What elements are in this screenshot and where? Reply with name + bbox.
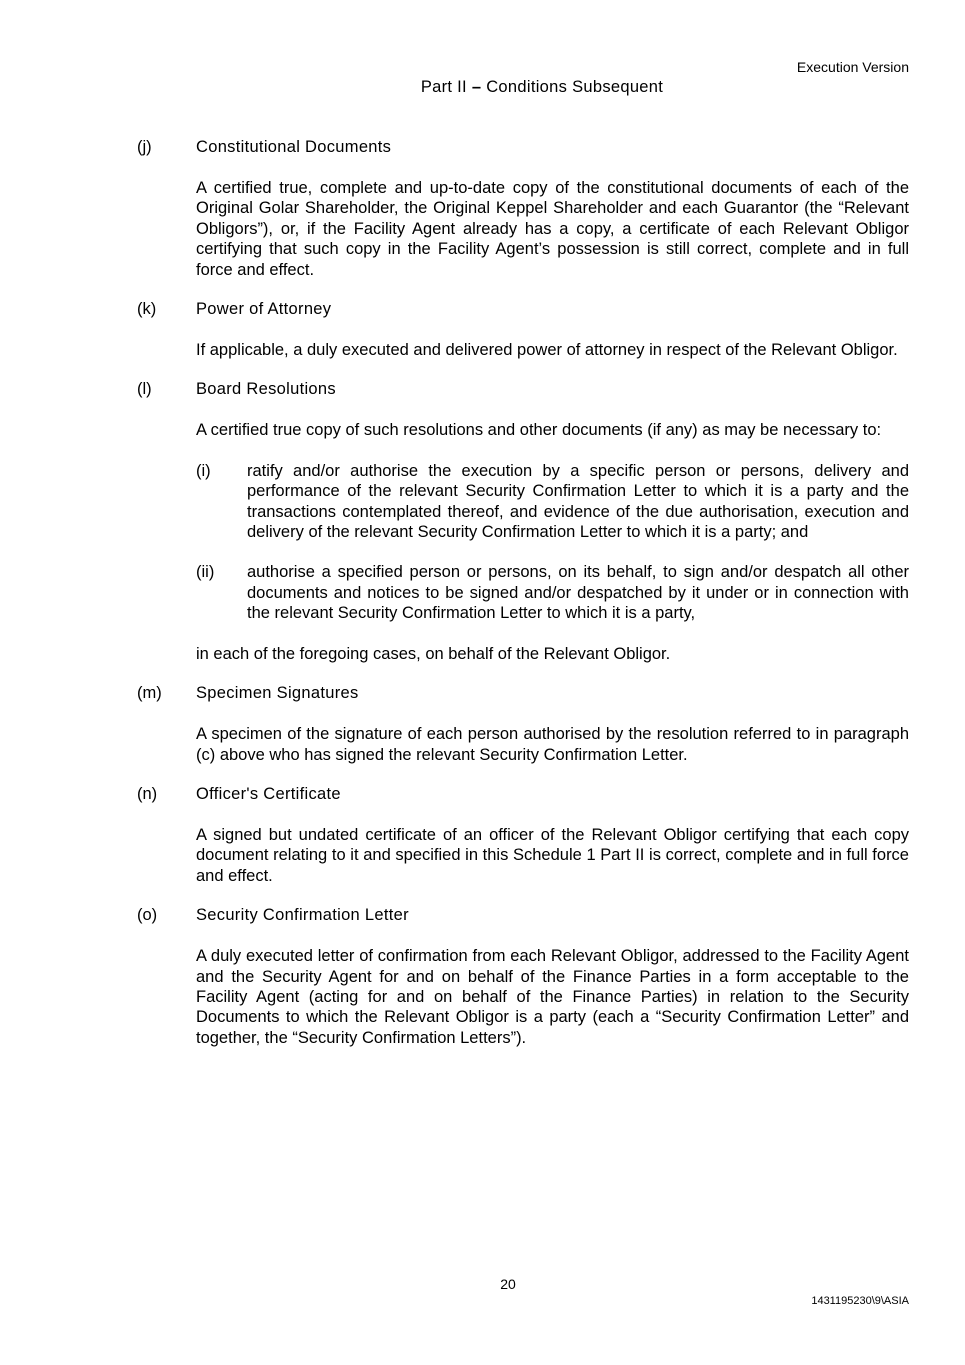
section-paragraph: A specimen of the signature of each person authorised by the resolution referred to in paragraph (c) above who has signed the relevant Security Confirmation Letter.: [196, 725, 909, 764]
section-paragraph: A certified true copy of such resolutions and other documents (if any) as may be necessary to:: [196, 421, 882, 440]
section-heading: Specimen Signatures: [196, 684, 359, 703]
section-label: (l): [137, 380, 152, 399]
execution-version-label: Execution Version: [796, 59, 909, 75]
section-n: [137, 785, 909, 886]
list-item-label: (i): [196, 461, 211, 480]
section-paragraph: If applicable, a duly executed and delivered power of attorney in respect of the Relevant Obligor.: [196, 341, 898, 360]
page-number: 20: [500, 1276, 516, 1292]
section-o: [137, 906, 909, 1048]
section-heading: Officer's Certificate: [196, 784, 341, 803]
section-paragraph: A certified true, complete and up-to-date copy of the constitutional documents of each of the Original Golar Shareholder, the Original Keppel Shareholder and each Guarantor (the “Relevant Obligors”), or, if the Facility Agent already has a copy, a certificate of each Relevant Obligor certifying that such copy in the Facility Agent’s possession is still correct, complete and in full force and effect.: [196, 179, 909, 279]
section-j: [137, 138, 909, 280]
section-label: (o): [137, 906, 158, 925]
section-paragraph: A duly executed letter of confirmation from each Relevant Obligor, addressed to the Facility Agent and the Security Agent for and on behalf of the Finance Parties in a form acceptable to the Facility Agent (acting for and on behalf of the Finance Parties) in relation to the Security Documents to which the Relevant Obligor is a party (each a “Security Confirmation Letter” and together, the “Security Confirmation Letters”).: [196, 947, 909, 1047]
section-m: [137, 684, 909, 765]
section-heading: Power of Attorney: [196, 300, 332, 319]
section-label: (j): [137, 138, 152, 156]
list-item-label: (ii): [196, 563, 215, 582]
section-label: (k): [137, 300, 157, 319]
part-title-dash: –: [471, 78, 482, 96]
section-paragraph: A signed but undated certificate of an officer of the Relevant Obligor certifying that each copy document relating to it and specified in this Schedule 1 Part II is correct, complete and in full force and effect.: [196, 825, 909, 885]
section-heading: Constitutional Documents: [196, 138, 392, 156]
section-label: (m): [137, 684, 162, 703]
part-title-text: Conditions Subsequent: [486, 78, 664, 96]
page-title: [0, 78, 965, 97]
section-k: [137, 300, 909, 360]
document-reference: 1431195230\9\ASIA: [811, 1295, 909, 1307]
section-heading: Security Confirmation Letter: [196, 906, 409, 925]
section-closing: in each of the foregoing cases, on behalf of the Relevant Obligor.: [196, 644, 671, 663]
list-item-text: ratify and/or authorise the execution by a specific person or persons, delivery and performance of the relevant Security Confirmation Letter to which it is a party and the transactions contemplated thereof, and evidence of the due authorisation, execution and delivery of the relevant Security Confirmation Letter to which it is a party; and: [247, 461, 909, 542]
section-l: [137, 380, 909, 664]
document-body: [137, 138, 909, 1068]
list-item: [196, 562, 909, 623]
section-heading: Board Resolutions: [196, 380, 336, 399]
list-item-text: authorise a specified person or persons, on its behalf, to sign and/or despatch all other documents and notices to be signed and/or despatched by it under or in connection with the relevant Security Confirmation Letter to which it is a party,: [247, 563, 909, 623]
section-label: (n): [137, 784, 158, 803]
list-item: [196, 461, 909, 543]
part-title-prefix: Part II: [420, 78, 467, 96]
